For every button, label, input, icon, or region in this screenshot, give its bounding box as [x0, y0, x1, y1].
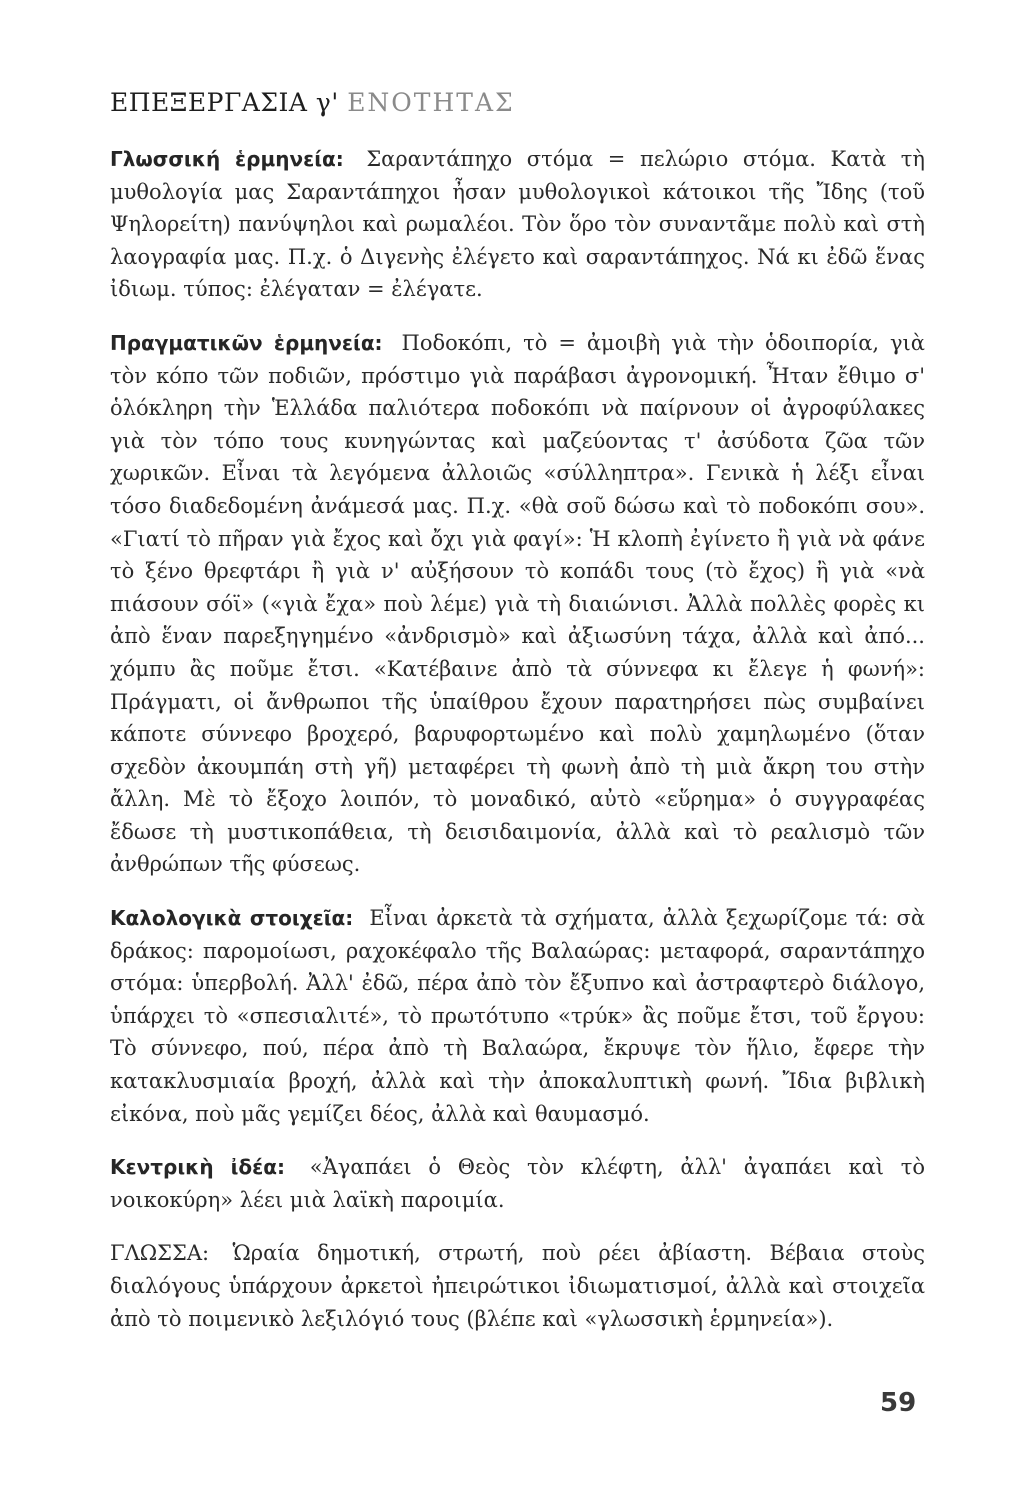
section-text-stylistic: Εἶναι ἀρκετὰ τὰ σχήματα, ἀλλὰ ξεχωρίζομε τά: σὰ δράκος: παρομοίωσι, ραχοκέφαλο τῆς Βαλαώρας: μεταφορά, σαραντάπηχο στόμα: ὑπερβολή. Ἀλλ' ἐδῶ, πέρα ἀπὸ τὸν ἔξυπνο καὶ ἀστραφτερὸ διάλογο, ὑπάρχει τὸ «σπεσιαλιτέ», τὸ πρωτότυπο «τρύκ» ἂς ποῦμε ἔτσι, τοῦ ἔργου: Τὸ σύννεφο, πού, πέρα ἀπὸ τὴ Βαλαώρα, ἔκρυψε τὸν ἥλιο, ἔφερε τὴν κατακλυσμιαία βροχή, ἀλλὰ καὶ τὴν ἀποκαλυπτικὴ φωνή. Ἴδια βιβλικὴ εἰκόνα, ποὺ μᾶς γεμίζει δέος, ἀλλὰ καὶ θαυμασμό. — [110, 906, 925, 1126]
section-linguistic-interpretation — [110, 143, 925, 306]
page-number: 59 — [880, 1388, 917, 1418]
section-label-stylistic: Καλολογικὰ στοιχεῖα: — [110, 906, 354, 931]
section-label-factual: Πραγματικῶν ἑρμηνεία: — [110, 330, 383, 355]
section-text-linguistic: Σαραντάπηχο στόμα = πελώριο στόμα. Κατὰ τὴ μυθολογία μας Σαραντάπηχοι ἦσαν μυθολογικοὶ κάτοικοι τῆς Ἴδης (τοῦ Ψηλορείτη) πανύψηλοι καὶ ρωμαλέοι. Τὸν ὅρο τὸν συναντᾶμε πολὺ καὶ στὴ λαογραφία μας. Π.χ. ὁ Διγενὴς ἐλέγετο καὶ σαραντάπηχος. Νά κι ἐδῶ ἕνας ἰδιωμ. τύπος: ἐλέγαταν = ἐλέγατε. — [110, 147, 925, 302]
section-label-central-idea: Κεντρικὴ ἰδέα: — [110, 1155, 286, 1180]
section-text-language: Ὡραία δημοτική, στρωτή, ποὺ ρέει ἀβίαστη. Βέβαια στοὺς διαλόγους ὑπάρχουν ἀρκετοὶ ἠπειρώτικοι ἰδιωματισμοί, ἀλλὰ καὶ στοιχεῖα ἀπὸ τὸ ποιμενικὸ λεξιλόγιό τους (βλέπε καὶ «γλωσσικὴ ἑρμηνεία»). — [110, 1241, 925, 1331]
page-header — [110, 88, 925, 117]
section-label-language: ΓΛΩΣΣΑ: — [110, 1241, 210, 1266]
section-label-linguistic: Γλωσσική ἑρμηνεία: — [110, 147, 344, 171]
section-factual-interpretation — [110, 327, 925, 881]
header-title: ΕΠΕΞΕΡΓΑΣΙΑ γ' — [110, 88, 339, 117]
section-text-central-idea: «Ἀγαπάει ὁ Θεὸς τὸν κλέφτη, ἀλλ' ἀγαπάει καὶ τὸ νοικοκύρη» λέει μιὰ λαϊκὴ παροιμία. — [110, 1155, 925, 1212]
section-text-factual: Ποδοκόπι, τὸ = ἀμοιβὴ γιὰ τὴν ὁδοιπορία, γιὰ τὸν κόπο τῶν ποδιῶν, πρόστιμο γιὰ παράβασι ἀγρονομική. Ἦταν ἔθιμο σ' ὁλόκληρη τὴν Ἑλλάδα παλιότερα ποδοκόπι νὰ παίρνουν οἱ ἀγροφύλακες γιὰ τὸν τόπο τους κυνηγώντας καὶ μαζεύοντας τ' ἀσύδοτα ζῶα τῶν χωρικῶν. Εἶναι τὰ λεγόμενα ἀλλοιῶς «σύλληπτρα». Γενικὰ ἡ λέξι εἶναι τόσο διαδεδομένη ἀνάμεσά μας. Π.χ. «θὰ σοῦ δώσω καὶ τὸ ποδοκόπι σου». «Γιατί τὸ πῆραν γιὰ ἔχος καὶ ὄχι γιὰ φαγί»: Ἡ κλοπὴ ἐγίνετο ἢ γιὰ νὰ φάνε τὸ ξένο θρεφτάρι ἢ γιὰ ν' αὐξήσουν τὸ κοπάδι τους (τὸ ἔχος) ἢ γιὰ «νὰ πιάσουν σόϊ» («γιὰ ἔχα» ποὺ λέμε) γιὰ τὴ διαιώνισι. Ἀλλὰ πολλὲς φορὲς κι ἀπὸ ἕναν παρεξηγημένο «ἀνδρισμὸ» καὶ ἀξιωσύνη τάχα, ἀλλὰ καὶ ἀπό... χόμπυ ἂς ποῦμε ἔτσι. «Κατέβαινε ἀπὸ τὰ σύννεφα κι ἔλεγε ἡ φωνή»: Πράγματι, οἱ ἄνθρωποι τῆς ὑπαίθρου ἔχουν παρατηρήσει πὼς συμβαίνει κάποτε σύννεφο βροχερό, βαρυφορτωμένο καὶ πολὺ χαμηλωμένο (ὅταν σχεδὸν ἀκουμπάη στὴ γῆ) μεταφέρει τὴ φωνὴ ἀπὸ τὴ μιὰ ἄκρη του στὴν ἄλλη. Μὲ τὸ ἔξοχο λοιπόν, τὸ μοναδικό, αὐτὸ «εὕρημα» ὁ συγγραφέας ἔδωσε τὴ μυστικοπάθεια, τὴ δεισιδαιμονία, ἀλλὰ καὶ τὸ ρεαλισμὸ τῶν ἀνθρώπων τῆς φύσεως. — [110, 330, 925, 877]
section-stylistic-elements — [110, 902, 925, 1130]
section-central-idea — [110, 1151, 925, 1216]
page-body — [110, 88, 925, 1350]
section-language — [110, 1237, 925, 1335]
header-faded-text: ΕΝΟΤΗΤΑΣ — [347, 88, 515, 117]
